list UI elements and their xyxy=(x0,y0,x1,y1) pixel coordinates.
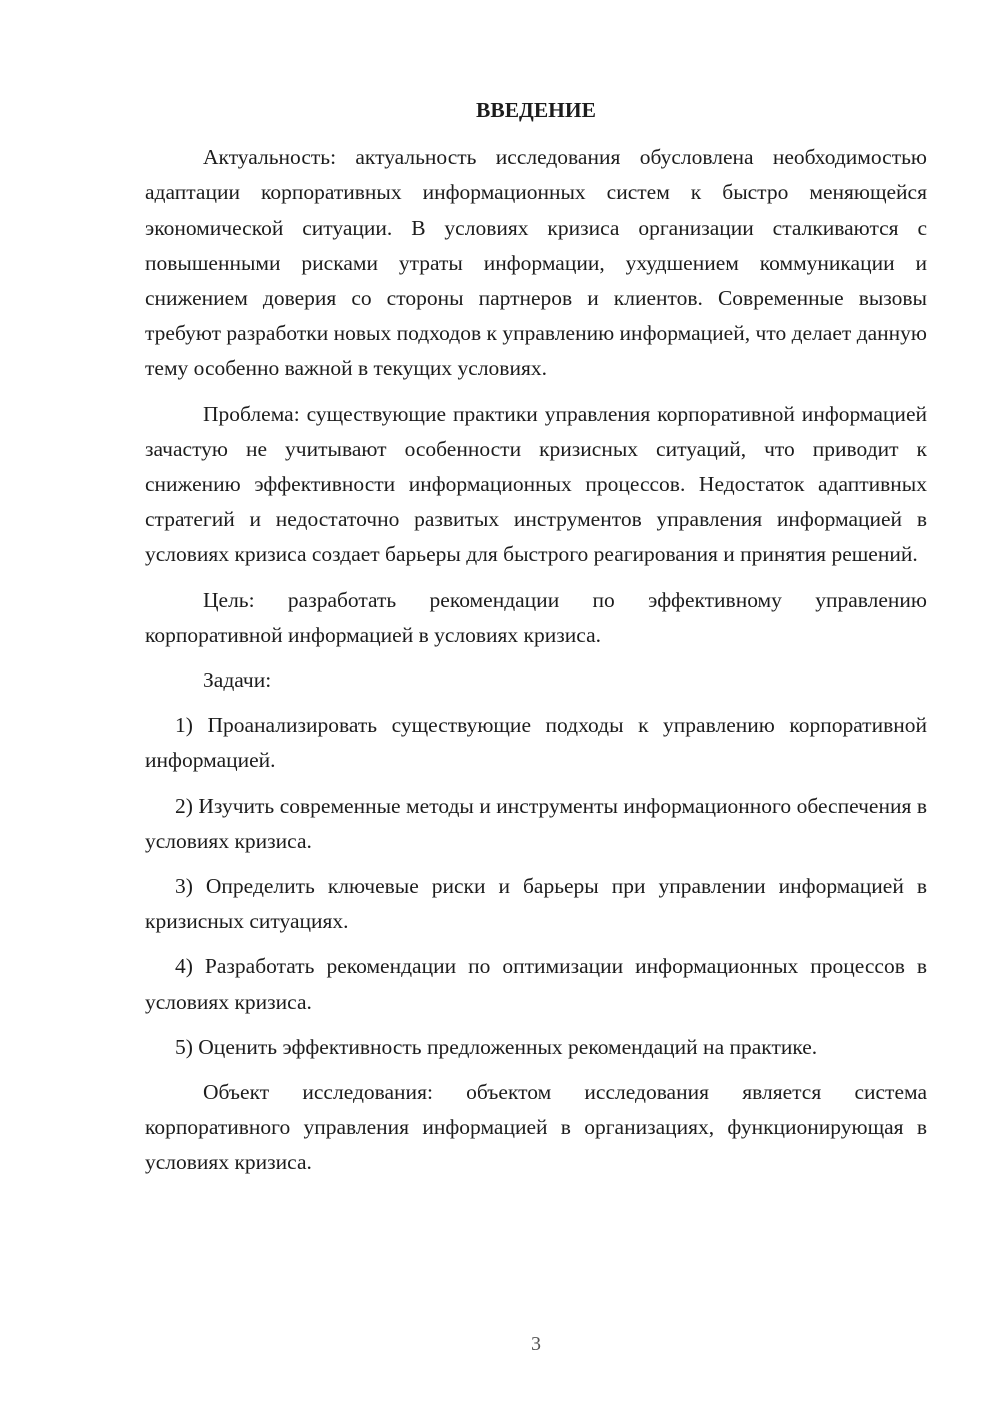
goal-paragraph: Цель: разработать рекомендации по эффективному управлению корпоративной информацией в условиях кризиса. xyxy=(145,587,927,647)
relevance-paragraph: Актуальность: актуальность исследования обусловлена необходимостью адаптации корпоративных информационных систем к быстро меняющейся экономической ситуации. В условиях кризиса организации сталкиваются с повышенными рисками утраты информации, ухудшением коммуникации и снижением доверия со стороны партнеров и клиентов. Современные вызовы требуют разработки новых подходов к управлению информацией, что делает данную тему особенно важной в текущих условиях. xyxy=(145,145,927,381)
page-number: 3 xyxy=(531,1333,541,1355)
tasks-label: Задачи: xyxy=(203,668,272,693)
problem-paragraph: Проблема: существующие практики управления корпоративной информацией зачастую не учитывают особенности кризисных ситуаций, что приводит к снижению эффективности информационных процессов. Недостаток адаптивных стратегий и недостаточно развитых инструментов управления информацией в условиях кризиса создает барьеры для быстрого реагирования и принятия решений. xyxy=(145,401,927,567)
section-heading: ВВЕДЕНИЕ xyxy=(476,98,596,122)
page-content xyxy=(145,93,927,1181)
object-paragraph: Объект исследования: объектом исследования является система корпоративного управления информацией в организациях, функционирующая в условиях кризиса. xyxy=(145,1080,927,1175)
task-item: 4) Разработать рекомендации по оптимизации информационных процессов в условиях кризиса. xyxy=(145,954,927,1014)
task-item: 1) Проанализировать существующие подходы к управлению корпоративной информацией. xyxy=(145,713,927,773)
task-item: 2) Изучить современные методы и инструменты информационного обеспечения в условиях кризиса. xyxy=(145,793,927,853)
task-item: 3) Определить ключевые риски и барьеры при управлении информацией в кризисных ситуациях. xyxy=(145,874,927,934)
task-item: 5) Оценить эффективность предложенных рекомендаций на практике. xyxy=(175,1034,818,1059)
